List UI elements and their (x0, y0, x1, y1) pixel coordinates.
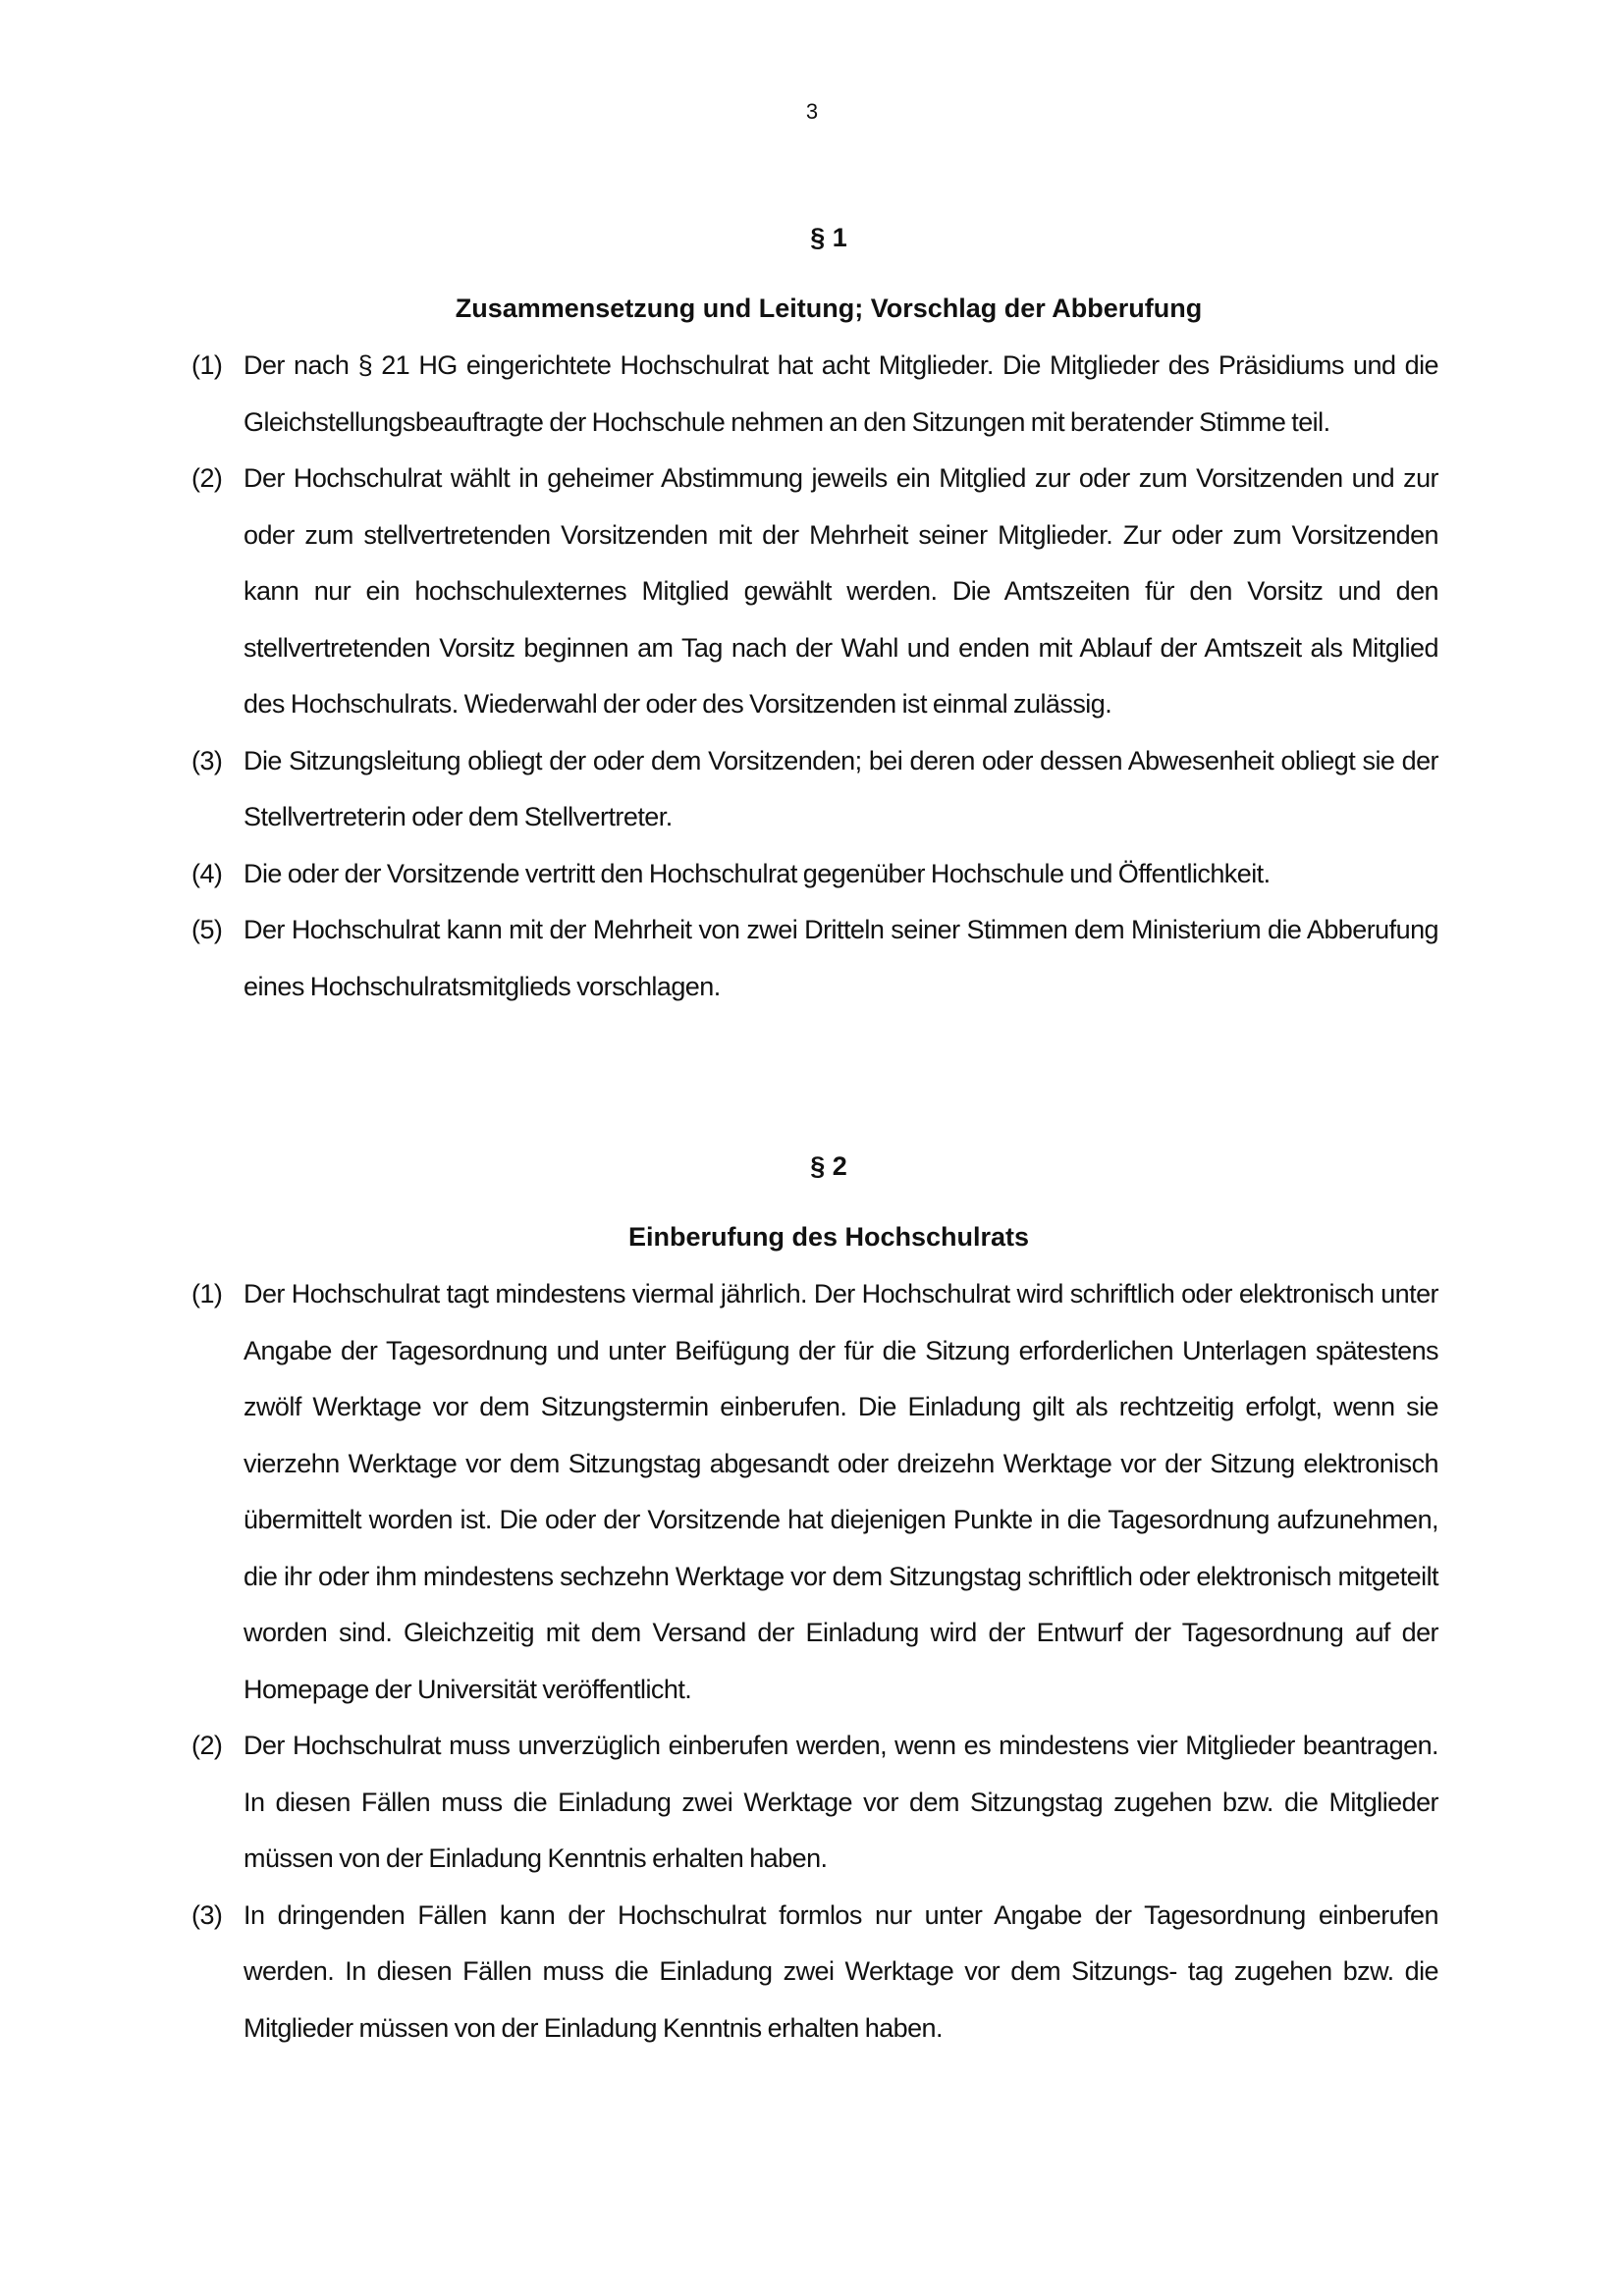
paragraph-number: (3) (191, 1899, 223, 1930)
paragraph-text: Die Sitzungsleitung obliegt der oder dem Vorsitzenden; bei deren oder dessen Abwesenheit obliegt sie der Stellvertreterin oder dem Stellvertreter. (244, 745, 1438, 831)
section-number: § 2 (810, 1151, 847, 1181)
paragraph (191, 733, 1438, 846)
section-number: § 1 (810, 223, 847, 252)
paragraph-text: Der Hochschulrat kann mit der Mehrheit von zwei Dritteln seiner Stimmen dem Ministerium die Abberufung eines Hochschulratsmitglieds vorschlagen. (244, 915, 1438, 1001)
section-2 (191, 1147, 1438, 2056)
paragraph (191, 1718, 1438, 1888)
paragraph-number: (2) (191, 463, 223, 493)
paragraph (191, 451, 1438, 733)
paragraph-number: (4) (191, 858, 223, 888)
section-title: Einberufung des Hochschulrats (627, 1222, 1030, 1252)
paragraph-text: Die oder der Vorsitzende vertritt den Hochschulrat gegenüber Hochschule und Öffentlichkeit. (244, 858, 1271, 888)
paragraph (191, 902, 1438, 1015)
paragraph-text: Der nach § 21 HG eingerichtete Hochschulrat hat acht Mitglieder. Die Mitglieder des Präsidiums und die Gleichstellungsbeauftragte der Hochschule nehmen an den Sitzungen mit beratender Stimme teil. (244, 350, 1438, 437)
paragraph (191, 846, 1438, 903)
paragraph (191, 1266, 1438, 1718)
paragraph-number: (1) (191, 350, 223, 380)
paragraph-number: (3) (191, 745, 223, 775)
paragraph-number: (5) (191, 915, 223, 944)
section-1 (191, 218, 1438, 1015)
paragraph-text: Der Hochschulrat tagt mindestens viermal jährlich. Der Hochschulrat wird schriftlich oder elektronisch unter Angabe der Tagesordnung und unter Beifügung der für die Sitzung erforderlichen Unterlagen spätestens zwölf Werktage vor dem Sitzungstermin einberufen. Die Einladung gilt als rechtzeitig erfolgt, wenn sie vierzehn Werktage vor dem Sitzungstag abgesandt oder dreizehn Werktage vor der Sitzung elektronisch übermittelt worden ist. Die oder der Vorsitzende hat diejenigen Punkte in die Tagesordnung aufzunehmen, die ihr oder ihm mindestens sechzehn Werktage vor dem Sitzungstag schriftlich oder elektronisch mitgeteilt worden sind. Gleichzeitig mit dem Versand der Einladung wird der Entwurf der Tagesordnung auf der Homepage der Universität veröffentlicht. (244, 1279, 1438, 1704)
paragraph-text: Der Hochschulrat muss unverzüglich einberufen werden, wenn es mindestens vier Mitglieder beantragen. In diesen Fällen muss die Einladung zwei Werktage vor dem Sitzungstag zugehen bzw. die Mitglieder müssen von der Einladung Kenntnis erhalten haben. (244, 1731, 1438, 1873)
paragraph (191, 1888, 1438, 2057)
paragraph-number: (1) (191, 1279, 223, 1308)
paragraph-text: Der Hochschulrat wählt in geheimer Abstimmung jeweils ein Mitglied zur oder zum Vorsitzenden und zur oder zum stellvertretenden Vorsitzenden mit der Mehrheit seiner Mitglieder. Zur oder zum Vorsitzenden kann nur ein hochschulexternes Mitglied gewählt werden. Die Amtszeiten für den Vorsitz und den stellvertretenden Vorsitz beginnen am Tag nach der Wahl und enden mit Ablauf der Amtszeit als Mitglied des Hochschulrats. Wiederwahl der oder des Vorsitzenden ist einmal zulässig. (244, 463, 1438, 719)
section-title: Zusammensetzung und Leitung; Vorschlag der Abberufung (455, 294, 1203, 323)
paragraph-number: (2) (191, 1731, 223, 1760)
page-number: 3 (805, 99, 819, 124)
paragraph (191, 338, 1438, 451)
paragraph-text: In dringenden Fällen kann der Hochschulrat formlos nur unter Angabe der Tagesordnung einberufen werden. In diesen Fällen muss die Einladung zwei Werktage vor dem Sitzungs- tag zugehen bzw. die Mitglieder müssen von der Einladung Kenntnis erhalten haben. (244, 1899, 1438, 2043)
